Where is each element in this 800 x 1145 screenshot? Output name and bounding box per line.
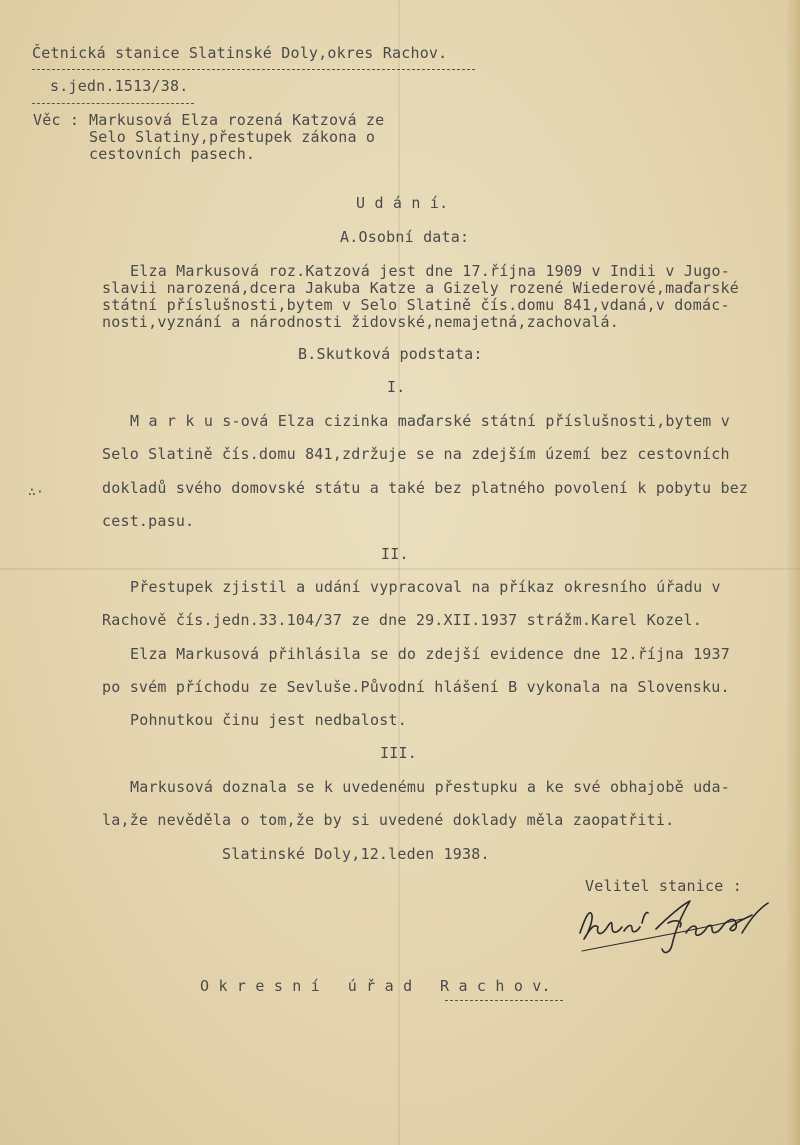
paper-fold-horizontal	[0, 568, 800, 570]
part-2-line: po svém příchodu ze Sevluše.Původní hlášení B vykonala na Slovensku.	[102, 678, 730, 696]
subject-line: cestovních pasech.	[89, 145, 256, 163]
heading-underline	[32, 69, 475, 70]
recipient-underline	[445, 1000, 563, 1001]
part-3-numeral: III.	[380, 744, 417, 762]
subject-label: Věc :	[33, 111, 80, 129]
section-b-title: B.Skutková podstata:	[298, 345, 483, 363]
report-title: U d á n í.	[356, 194, 449, 212]
section-a-line: Elza Markusová roz.Katzová jest dne 17.října 1909 v Indii v Jugo-	[130, 262, 730, 280]
reference-underline	[32, 103, 194, 104]
part-2-line: Přestupek zjistil a udání vypracoval na příkaz okresního úřadu v	[130, 578, 721, 596]
place-date: Slatinské Doly,12.leden 1938.	[222, 845, 490, 863]
part-2-line: Rachově čís.jedn.33.104/37 ze dne 29.XII.1937 strážm.Karel Kozel.	[102, 611, 702, 629]
paper-edge-stain	[786, 0, 800, 1145]
part-2-line: Pohnutkou činu jest nedbalost.	[130, 711, 407, 729]
section-a-line: státní příslušnosti,bytem v Selo Slatině čís.domu 841,vdaná,v domác-	[102, 296, 730, 314]
part-2-numeral: II.	[381, 545, 409, 563]
part-1-line: M a r k u s-ová Elza cizinka maďarské státní příslušnosti,bytem v	[130, 412, 730, 430]
part-1-line: dokladů svého domovské státu a také bez platného povolení k pobytu bez	[102, 479, 749, 497]
part-1-line: Selo Slatině čís.domu 841,zdržuje se na zdejším území bez cestovních	[102, 445, 730, 463]
margin-mark: ∴·	[28, 485, 45, 500]
recipient: O k r e s n í ú ř a d R a c h o v.	[200, 977, 551, 995]
part-3-line: Markusová doznala se k uvedenému přestupku a ke své obhajobě uda-	[130, 778, 730, 796]
commander-label: Velitel stanice :	[585, 877, 742, 895]
part-1-line: cest.pasu.	[102, 512, 195, 530]
section-a-line: nosti,vyznání a národnosti židovské,nemajetná,zachovalá.	[102, 313, 619, 331]
subject-line: Selo Slatiny,přestupek zákona o	[89, 128, 376, 146]
reference-number: s.jedn.1513/38.	[50, 77, 189, 95]
part-3-line: la,že nevěděla o tom,že by si uvedené doklady měla zaopatřiti.	[102, 811, 675, 829]
part-1-numeral: I.	[387, 378, 406, 396]
subject-line: Markusová Elza rozená Katzová ze	[89, 111, 385, 129]
part-2-line: Elza Markusová přihlásila se do zdejší evidence dne 12.října 1937	[130, 645, 730, 663]
station-heading: Četnická stanice Slatinské Doly,okres Rachov.	[32, 44, 448, 62]
section-a-line: slavii narozená,dcera Jakuba Katze a Gizely rozené Wiederové,maďarské	[102, 279, 739, 297]
section-a-title: A.Osobní data:	[340, 228, 470, 246]
signature	[572, 893, 777, 963]
paper-fold-vertical	[398, 0, 400, 1145]
